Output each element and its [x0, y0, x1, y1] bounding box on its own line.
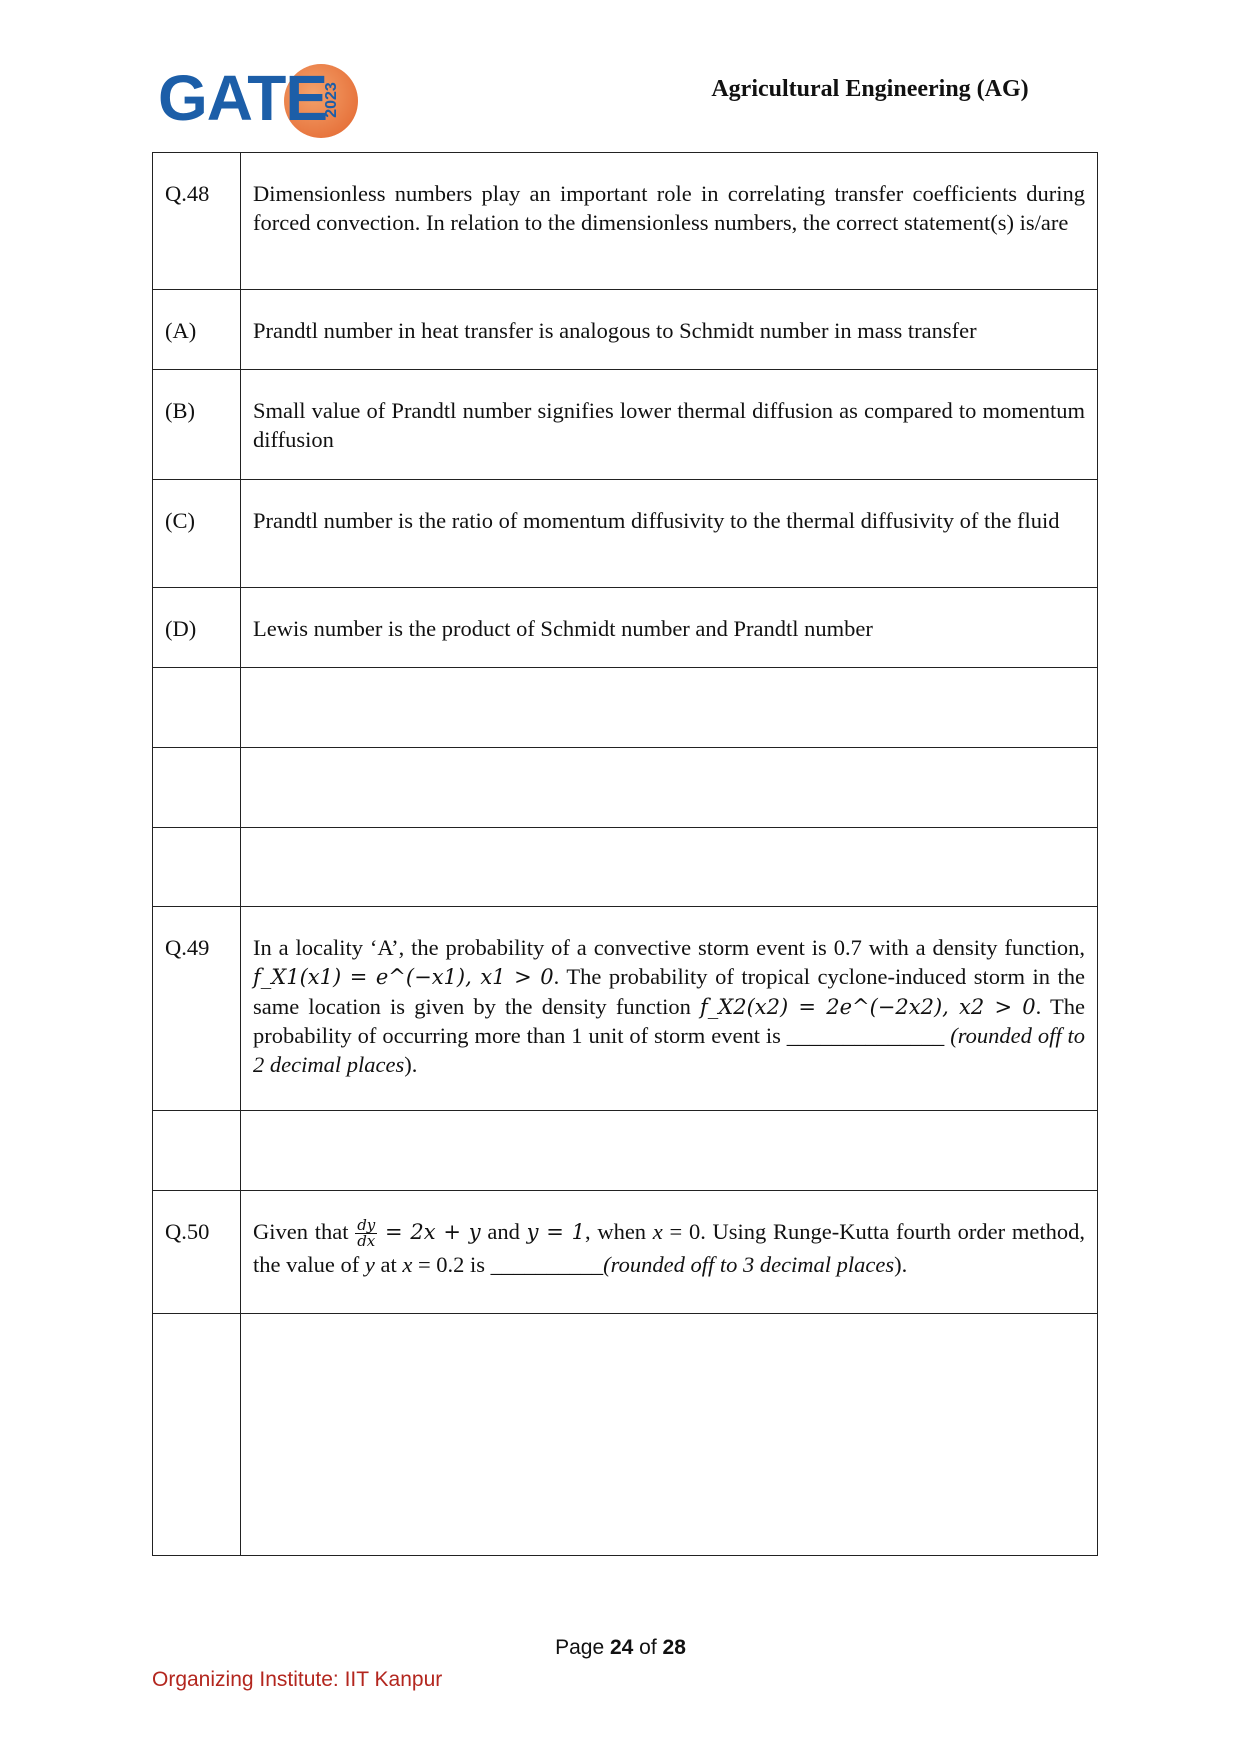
question-number: Q.50 — [153, 1191, 241, 1314]
table-row — [153, 1191, 1098, 1314]
option-label: (B) — [153, 370, 241, 480]
question-stem: Dimensionless numbers play an important role in correlating transfer coefficients during forced convection. In relation to the dimensionless numbers, the correct statement(s) is/are — [241, 153, 1098, 290]
table-row — [153, 588, 1098, 668]
table-row — [153, 290, 1098, 370]
empty-row — [153, 1111, 1098, 1191]
question-table — [152, 152, 1098, 1556]
option-label: (A) — [153, 290, 241, 370]
table-row — [153, 370, 1098, 480]
derivative-fraction: $\frac{dy}{dx}$ — [357, 1215, 376, 1251]
option-text: Lewis number is the product of Schmidt number and Prandtl number — [241, 588, 1098, 668]
page-number: Page 24 of 28 — [555, 1636, 686, 1659]
question-stem: In a locality ‘A’, the probability of a convective storm event is 0.7 with a density function, f_X1(x1) = e^(−x1), x1 > 0. The probability of tropical cyclone-induced storm in the same location is given by the density function f_X2(x2) = 2e^(−2x2), x2 > 0. The probability of occurring more than 1 unit of storm event is ______________ (rounded off to 2 decimal places). — [241, 907, 1098, 1111]
paper-title: Agricultural Engineering (AG) — [711, 76, 1029, 102]
logo-year: 2023 — [323, 82, 340, 118]
question-number: Q.48 — [153, 153, 241, 290]
empty-row — [153, 828, 1098, 907]
empty-row — [153, 748, 1098, 828]
question-number: Q.49 — [153, 907, 241, 1111]
table-row — [153, 153, 1098, 290]
gate-logo — [158, 62, 358, 142]
organizing-institute: Organizing Institute: IIT Kanpur — [152, 1668, 443, 1691]
option-text: Small value of Prandtl number signifies lower thermal diffusion as compared to momentum diffusion — [241, 370, 1098, 480]
option-text: Prandtl number is the ratio of momentum diffusivity to the thermal diffusivity of the fluid — [241, 480, 1098, 588]
empty-row — [153, 1314, 1098, 1556]
table-row — [153, 480, 1098, 588]
table-row — [153, 907, 1098, 1111]
option-label: (C) — [153, 480, 241, 588]
empty-row — [153, 668, 1098, 748]
density-equation-1: f_X1(x1) = e^(−x1), x1 > 0 — [253, 965, 554, 990]
question-stem: Given that $\frac{dy}{dx}$ = 2x + y and y = 1, when x = 0. Using Runge-Kutta fourth order method, the value of y at x = 0.2 is __________(rounded off to 3 decimal places). — [241, 1191, 1098, 1314]
logo-text: GATE — [158, 62, 328, 134]
option-text: Prandtl number in heat transfer is analogous to Schmidt number in mass transfer — [241, 290, 1098, 370]
density-equation-2: f_X2(x2) = 2e^(−2x2), x2 > 0 — [700, 994, 1036, 1019]
option-label: (D) — [153, 588, 241, 668]
